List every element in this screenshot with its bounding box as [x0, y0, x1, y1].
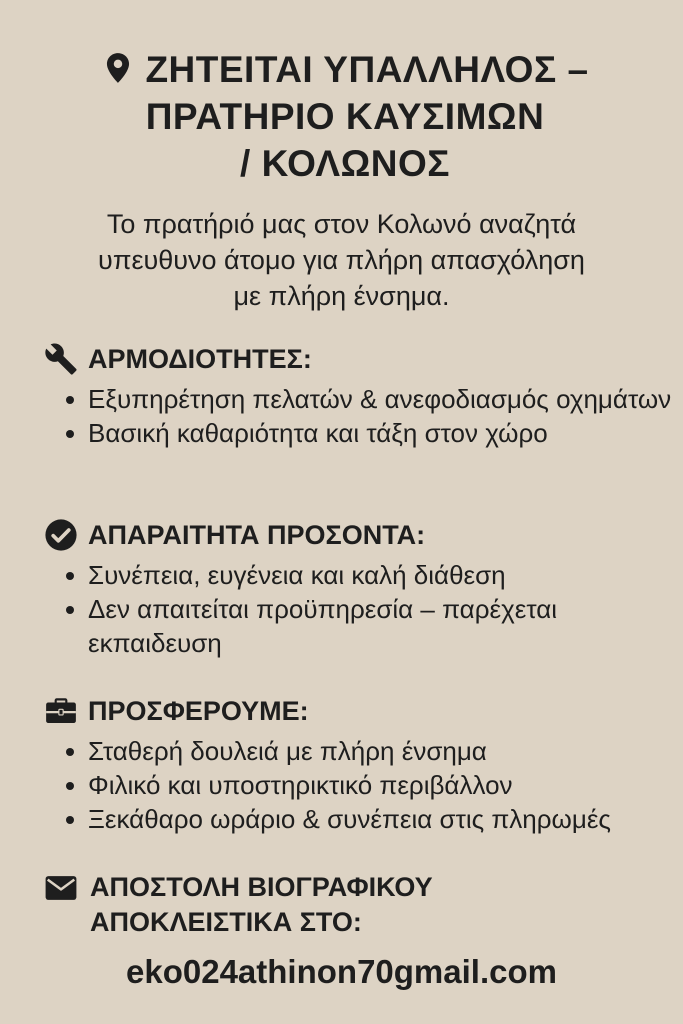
offers-section	[44, 694, 674, 836]
offers-heading	[44, 694, 674, 728]
list-item: Βασική καθαριότητα και τάξη στον χώρο	[44, 416, 674, 450]
title-text-1: ΖΗΤΕΙΤΑΙ ΥΠΑΛΛΗΛΟΣ –	[145, 49, 589, 90]
intro-line-2: υπευθυνο άτομο για πλήρη απασχόληση	[98, 245, 585, 275]
requirements-section	[44, 518, 674, 660]
duties-heading	[44, 342, 674, 376]
duties-list	[44, 382, 674, 450]
envelope-icon	[44, 874, 78, 902]
intro-line-3: με πλήρη ένσημα.	[233, 281, 450, 311]
contact-heading	[44, 870, 644, 940]
list-item: Συνέπεια, ευγένεια και καλή διάθεση	[44, 558, 674, 592]
offers-list	[44, 734, 674, 836]
wrench-icon	[44, 342, 78, 376]
title-line-3: / ΚΟΛΩΝΟΣ	[240, 143, 450, 184]
list-item: Φιλικό και υποστηρικτικό περιβάλλον	[44, 768, 674, 802]
contact-email[interactable]: eko024athinon70gmail.com	[126, 953, 557, 990]
contact-heading-line-2: ΑΠΟΚΛΕΙΣΤΙΚΑ ΣΤΟ:	[90, 907, 362, 937]
list-item: Δεν απαιτείται προϋπηρεσία – παρέχεται εκπαιδευση	[44, 592, 674, 660]
requirements-list	[44, 558, 674, 660]
offers-heading-text: ΠΡΟΣΦΕΡΟΥΜΕ:	[88, 696, 309, 726]
location-pin-icon	[101, 50, 135, 86]
page-title	[40, 46, 650, 187]
duties-heading-text: ΑΡΜΟΔΙΟΤΗΤΕΣ:	[88, 344, 312, 374]
title-line-2: ΠΡΑΤΗΡΙΟ ΚΑΥΣΙΜΩΝ	[145, 96, 545, 137]
list-item: Εξυπηρέτηση πελατών & ανεφοδιασμός οχημάτων	[44, 382, 674, 416]
duties-section	[44, 342, 674, 450]
check-circle-icon	[44, 518, 78, 552]
requirements-heading-text: ΑΠΑΡΑΙΤΗΤΑ ΠΡΟΣΟΝΤΑ:	[88, 520, 426, 550]
contact-heading-line-1: ΑΠΟΣΤΟΛΗ ΒΙΟΓΡΑΦΙΚΟΥ	[90, 872, 433, 902]
title-line-1	[40, 46, 650, 93]
intro-line-1: Το πρατήριό μας στον Κολωνό αναζητά	[106, 209, 577, 239]
list-item: Ξεκάθαρο ωράριο & συνέπεια στις πληρωμές	[44, 802, 674, 836]
intro-paragraph	[40, 206, 643, 314]
list-item: Σταθερή δουλειά με πλήρη ένσημα	[44, 734, 674, 768]
briefcase-icon	[44, 694, 78, 728]
requirements-heading	[44, 518, 674, 552]
